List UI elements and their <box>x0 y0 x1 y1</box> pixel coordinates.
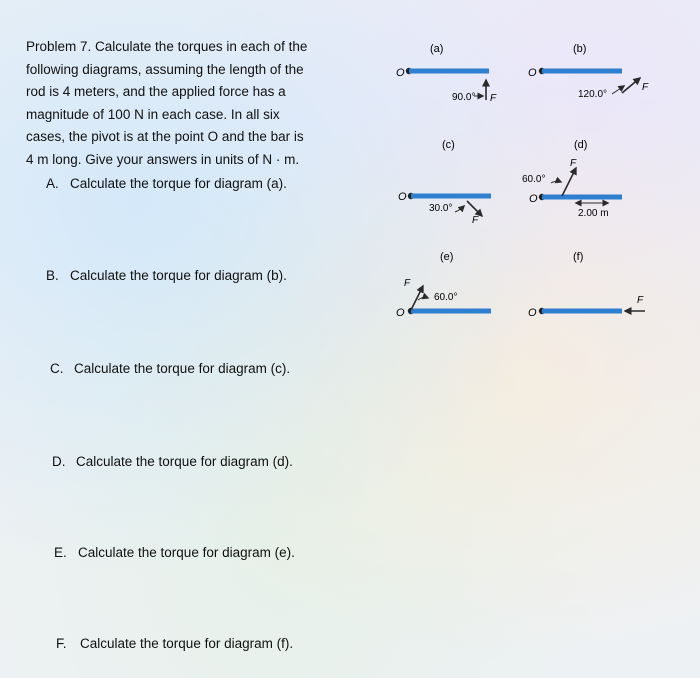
angle-label: 30.0° <box>429 203 453 214</box>
problem-line: cases, the pivot is at the point O and the bar is <box>26 129 304 144</box>
pivot-label: O <box>398 191 407 203</box>
force-label: F <box>570 158 577 169</box>
diagram-a-label: (a) <box>430 43 444 55</box>
angle-label: 120.0° <box>578 89 608 100</box>
rod-bar <box>542 69 622 74</box>
angle-arc <box>455 206 464 212</box>
question-letter: F. <box>56 636 67 651</box>
problem-line: magnitude of 100 N in each case. In all six <box>26 106 280 122</box>
question-text: Calculate the torque for diagram (d). <box>76 454 293 469</box>
diagram-e-label: (e) <box>440 251 454 263</box>
problem-line: 4 m long. Give your answers in units of N · m. <box>26 151 300 167</box>
diagram-a <box>396 67 497 104</box>
angle-label: 60.0° <box>434 292 458 303</box>
rod-bar <box>409 69 489 74</box>
distance-label: 2.00 m <box>578 208 609 219</box>
angle-arc <box>551 181 561 183</box>
diagram-c <box>398 191 491 226</box>
diagram-d-label: (d) <box>574 139 588 151</box>
question-text: Calculate the torque for diagram (b). <box>70 268 287 283</box>
diagram-e <box>396 278 491 319</box>
question-text: Calculate the torque for diagram (a). <box>70 176 287 191</box>
diagram-d <box>522 158 622 219</box>
force-label: F <box>637 295 644 306</box>
force-arrow <box>562 168 576 196</box>
rod-bar <box>542 195 622 200</box>
diagram-f-label: (f) <box>573 251 584 263</box>
diagram-f <box>528 295 645 319</box>
problem-line: following diagrams, assuming the length of the <box>26 61 304 77</box>
pivot-label: O <box>396 67 405 79</box>
question-text: Calculate the torque for diagram (f). <box>80 636 294 651</box>
pivot-label: O <box>396 307 405 319</box>
diagram-b <box>528 67 649 100</box>
pivot-label: O <box>528 307 537 319</box>
force-label: F <box>490 93 497 104</box>
force-arrow <box>622 78 640 93</box>
diagram-b-label: (b) <box>573 43 587 55</box>
rod-bar <box>542 309 622 314</box>
force-arrow <box>467 201 482 216</box>
diagram-c-label: (c) <box>442 139 455 151</box>
question-letter: B. <box>46 268 59 283</box>
question-letter: C. <box>50 361 64 376</box>
force-label: F <box>472 215 479 226</box>
force-label: F <box>404 278 411 289</box>
rod-bar <box>411 194 491 199</box>
question-letter: E. <box>54 545 67 560</box>
problem-line: Problem 7. Calculate the torques in each of the <box>26 39 308 54</box>
question-text: Calculate the torque for diagram (c). <box>74 361 291 376</box>
force-label: F <box>642 82 649 93</box>
question-text: Calculate the torque for diagram (e). <box>78 545 295 560</box>
angle-label: 90.0° <box>452 92 476 103</box>
angle-arc <box>418 297 428 300</box>
question-letter: D. <box>52 454 66 469</box>
question-letter: A. <box>46 176 59 191</box>
problem-line: rod is 4 meters, and the applied force has a <box>26 84 286 99</box>
rod-bar <box>411 309 491 314</box>
pivot-label: O <box>528 67 537 79</box>
angle-label: 60.0° <box>522 174 546 185</box>
pivot-label: O <box>529 193 538 205</box>
